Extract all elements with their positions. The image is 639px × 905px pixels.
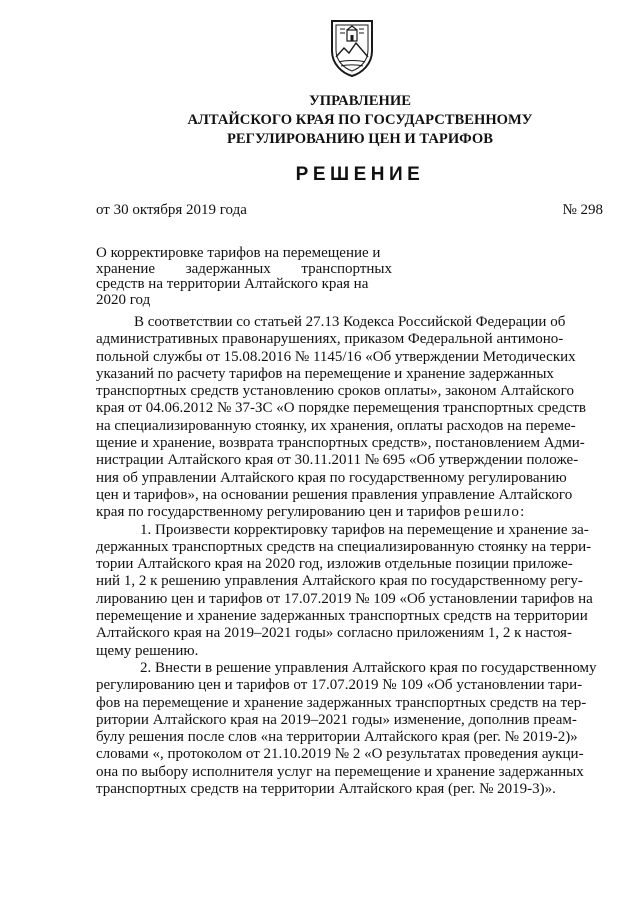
subject-line: 2020 год [96, 291, 151, 308]
organization-line: АЛТАЙСКОГО КРАЯ ПО ГОСУДАРСТВЕННОМУ [187, 112, 533, 128]
body-line: лированию цен и тарифов от 17.07.2019 № 109 «Об установлении тарифов на [96, 590, 593, 607]
document-body [96, 314, 604, 798]
document-date: от 30 октября 2019 года [96, 202, 247, 218]
body-line: на специализированную стоянку, их хранения, оплаты расходов на переме- [96, 417, 576, 434]
body-line: фов на перемещение и хранение задержанных транспортных средств на тер- [96, 694, 587, 711]
body-line: транспортных средств установлению сроков оплаты», законом Алтайского [96, 383, 574, 400]
body-line: В соответствии со статьей 27.13 Кодекса Российской Федерации об [134, 314, 566, 330]
document-number: № 298 [562, 202, 603, 218]
body-line: словами «, протоколом от 21.10.2019 № 2 «О результатах проведения аукци- [96, 746, 584, 763]
body-line: перемещение и хранение задержанных транспортных средств на территории [96, 608, 588, 625]
decided-punctuation: : [520, 504, 525, 521]
body-line-text: края по государственному регулированию цен и тарифов [96, 504, 461, 521]
body-line: ритории Алтайского края на 2019–2021 годы» изменение, дополнив преам- [96, 711, 577, 728]
subject-word: хранение [96, 260, 156, 277]
body-line: она по выбору исполнителя услуг на перемещение и хранение задержанных [96, 763, 584, 780]
subject-line: средств на территории Алтайского края на [96, 276, 369, 292]
subject-word: задержанных [185, 260, 271, 277]
body-line: держанных транспортных средств на специализированную стоянку на терри- [96, 538, 592, 555]
altai-krai-coat-of-arms-icon [327, 17, 377, 78]
subject-line: О корректировке тарифов на перемещение и [96, 245, 381, 261]
organization-name [130, 92, 590, 149]
body-line: края от 04.06.2012 № 37-ЗС «О порядке перемещения транспортных средств [96, 400, 587, 417]
body-line: булу решения после слов «на территории Алтайского края (рег. № 2019-2)» [96, 729, 578, 746]
decided-word: решило [464, 504, 521, 521]
body-line: щение и хранение, возврата транспортных средств», постановлением Адми- [96, 435, 585, 452]
body-line: цен и тарифов», на основании решения правления управление Алтайского [96, 486, 573, 503]
body-line: польной службы от 15.08.2016 № 1145/16 «Об утверждении Методических [96, 348, 576, 365]
item-1-paragraph [96, 522, 604, 660]
body-line: указаний по расчету тарифов на перемещение и хранение задержанных [96, 365, 554, 382]
subject-word: транспортных [301, 260, 392, 277]
body-line: административных правонарушениях, приказом Федеральной антимоно- [96, 331, 564, 348]
document-subject [96, 246, 392, 308]
body-line: ния об управлении Алтайского края по государственному регулированию [96, 469, 567, 486]
body-line: регулированию цен и тарифов от 17.07.2019 № 109 «Об установлении тари- [96, 677, 583, 694]
body-line: тории Алтайского края на 2020 год, изложив отдельные позиции приложе- [96, 556, 573, 573]
body-line: 2. Внести в решение управления Алтайского края по государственному [140, 659, 597, 676]
organization-line: УПРАВЛЕНИЕ [309, 93, 411, 109]
body-line: Алтайского края на 2019–2021 годы» согласно приложениям 1, 2 к настоя- [96, 625, 572, 642]
preamble-paragraph [96, 314, 604, 522]
organization-line: РЕГУЛИРОВАНИЮ ЦЕН И ТАРИФОВ [227, 131, 493, 147]
body-line: щему решению. [96, 642, 199, 659]
item-2-paragraph [96, 660, 604, 798]
body-line: ний 1, 2 к решению управления Алтайского края по государственному регу- [96, 573, 583, 590]
body-line [96, 504, 604, 521]
body-line: нистрации Алтайского края от 30.11.2011 № 695 «Об утверждении положе- [96, 452, 579, 469]
body-line: транспортных средств на территории Алтайского края (рег. № 2019-3)». [96, 781, 556, 798]
document-title: РЕШЕНИЕ [295, 164, 425, 185]
body-line: 1. Произвести корректировку тарифов на перемещение и хранение за- [140, 521, 589, 538]
subject-line-justified [96, 262, 392, 278]
